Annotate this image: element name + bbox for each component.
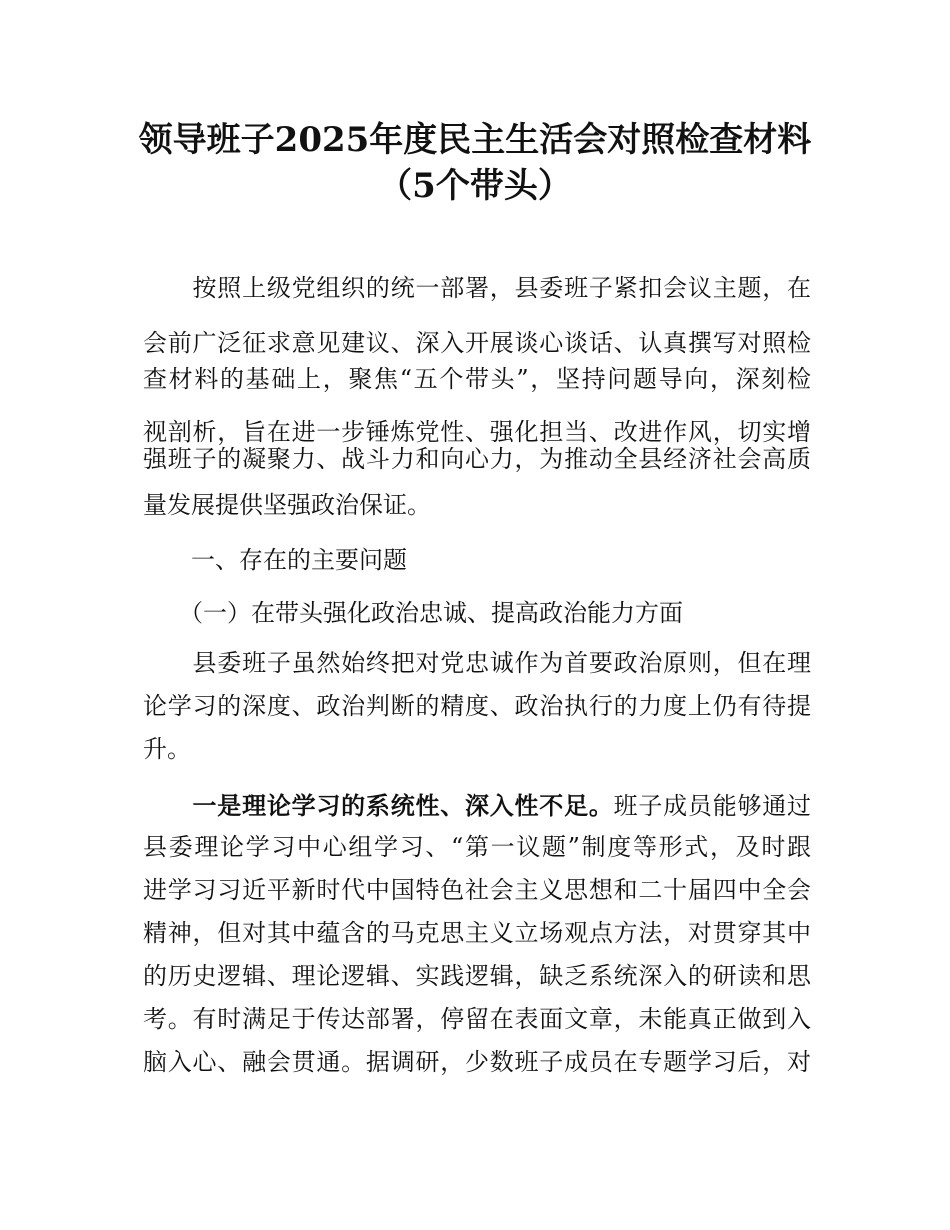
body-line: 精神，但对其中蕴含的马克思主义立场观点方法，对贯穿其中 — [143, 919, 811, 947]
point-heading: 一是理论学习的系统性、深入性不足。 — [143, 791, 614, 820]
intro-line: 视剖析，旨在进一步锤炼党性、强化担当、改进作风，切实增 — [143, 418, 811, 446]
body-line: 考。有时满足于传达部署，停留在表面文章，未能真正做到入 — [143, 1005, 811, 1033]
intro-line: 强班子的凝聚力、战斗力和向心力，为推动全县经济社会高质 — [143, 445, 811, 473]
point-line — [143, 790, 811, 822]
subsection-heading: （一）在带头强化政治忠诚、提高政治能力方面 — [143, 599, 683, 627]
body-line: 县委班子虽然始终把对党忠诚作为首要政治原则，但在理 — [143, 649, 811, 677]
intro-line: 查材料的基础上，聚焦“五个带头”，坚持问题导向，深刻检 — [143, 365, 811, 393]
intro-line: 会前广泛征求意见建议、深入开展谈心谈话、认真撰写对照检 — [143, 329, 811, 357]
intro-line: 按照上级党组织的统一部署，县委班子紧扣会议主题，在 — [143, 274, 811, 302]
intro-line: 量发展提供坚强政治保证。 — [143, 491, 431, 519]
document-title: 领导班子2025年度民主生活会对照检查材料 — [138, 120, 812, 160]
body-line: 脑入心、融会贯通。据调研，少数班子成员在专题学习后，对 — [143, 1048, 811, 1076]
body-line: 升。 — [143, 735, 191, 763]
document-subtitle: （5个带头） — [378, 166, 572, 206]
body-line: 县委理论学习中心组学习、“第一议题”制度等形式，及时跟 — [143, 833, 811, 861]
point-text: 班子成员能够通过 — [613, 792, 812, 820]
section-heading: 一、存在的主要问题 — [143, 546, 407, 574]
body-line: 进学习习近平新时代中国特色社会主义思想和二十届四中全会 — [143, 876, 811, 904]
body-line: 的历史逻辑、理论逻辑、实践逻辑，缺乏系统深入的研读和思 — [143, 962, 811, 990]
body-line: 论学习的深度、政治判断的精度、政治执行的力度上仍有待提 — [143, 692, 811, 720]
